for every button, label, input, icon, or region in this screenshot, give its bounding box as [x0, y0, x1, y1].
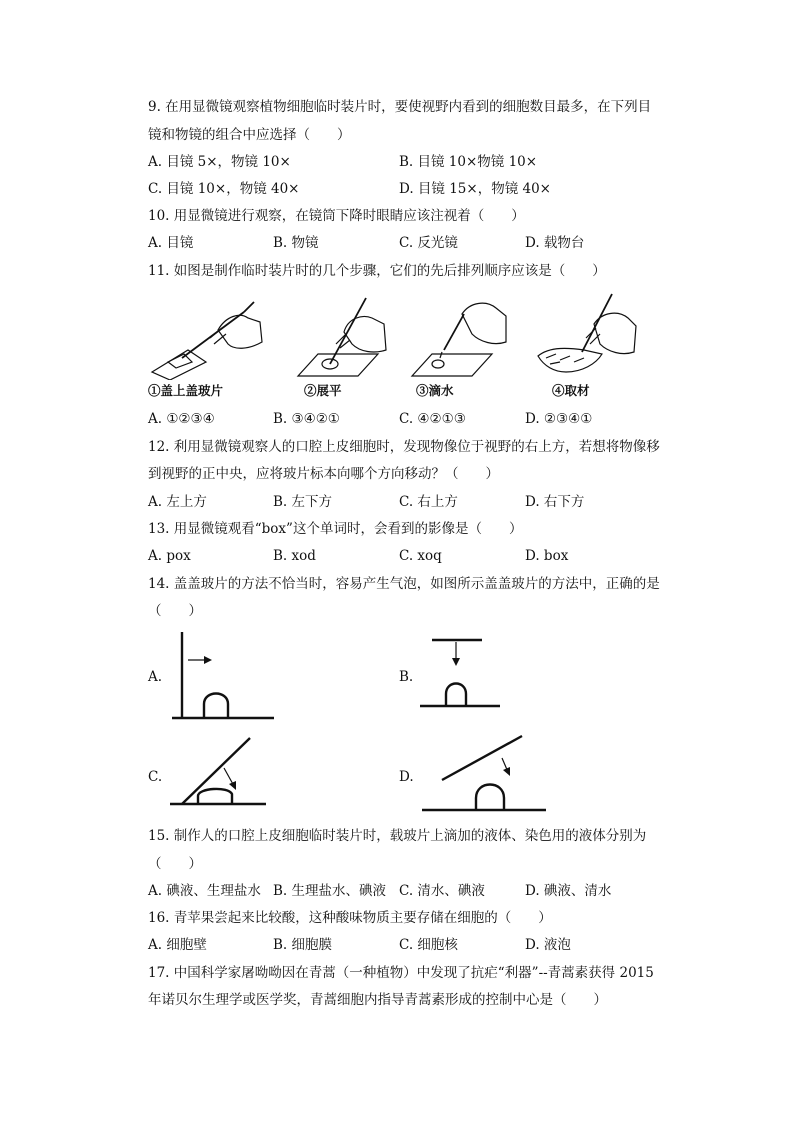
q14-diagram-b: [418, 634, 504, 714]
q10-stem: 10. 用显微镜进行观察，在镜筒下降时眼睛应该注视着（ ）: [148, 208, 525, 224]
q14-stem-line2: （ ）: [148, 603, 202, 619]
q11-figure-cover-slip: [148, 292, 268, 380]
q14-diagram-a: [170, 628, 280, 724]
q10-option-a: A. 目镜: [148, 235, 194, 251]
q13-option-b: B. xod: [273, 548, 316, 564]
q11-caption-2: ②展平: [304, 383, 342, 398]
q15-stem-line2: （ ）: [148, 856, 202, 872]
q9-option-c: C. 目镜 10×，物镜 40×: [148, 181, 300, 197]
q15-option-c: C. 清水、碘液: [399, 883, 485, 899]
q17-stem-line1: 17. 中国科学家屠呦呦因在青蒿（一种植物）中发现了抗疟“利器”--青蒿素获得 2015: [148, 965, 654, 981]
q9-option-b: B. 目镜 10×物镜 10×: [399, 154, 538, 170]
q11-option-a: A. ①②③④: [148, 411, 215, 427]
q16-stem: 16. 青苹果尝起来比较酸，这种酸味物质主要存储在细胞的（ ）: [148, 910, 552, 926]
q11-option-b: B. ③④②①: [273, 411, 340, 427]
q14-label-c: C.: [148, 769, 163, 785]
q10-option-c: C. 反光镜: [399, 235, 458, 251]
q12-option-a: A. 左上方: [148, 494, 207, 510]
q15-option-b: B. 生理盐水、碘液: [273, 883, 387, 899]
q16-option-c: C. 细胞核: [399, 937, 458, 953]
q16-option-a: A. 细胞壁: [148, 937, 207, 953]
q10-option-b: B. 物镜: [273, 235, 319, 251]
q14-stem-line1: 14. 盖盖玻片的方法不恰当时，容易产生气泡，如图所示盖盖玻片的方法中，正确的是: [148, 576, 660, 592]
q16-option-b: B. 细胞膜: [273, 937, 333, 953]
q11-stem: 11. 如图是制作临时装片时的几个步骤，它们的先后排列顺序应该是（ ）: [148, 263, 606, 279]
q9-option-d: D. 目镜 15×，物镜 40×: [399, 181, 551, 197]
q14-diagram-d: [418, 732, 552, 814]
q9-stem-line1: 9. 在用显微镜观察植物细胞临时装片时，要使视野内看到的细胞数目最多，在下列目: [148, 99, 652, 115]
q11-caption-4: ④取材: [552, 383, 590, 398]
q10-option-d: D. 载物台: [525, 235, 585, 251]
q14-diagram-c: [168, 734, 272, 810]
q11-caption-1: ①盖上盖玻片: [148, 383, 224, 398]
q11-figure-drop-water: [410, 292, 510, 380]
q11-caption-3: ③滴水: [416, 383, 454, 398]
q17-stem-line2: 年诺贝尔生理学或医学奖，青蒿细胞内指导青蒿素形成的控制中心是（ ）: [148, 992, 607, 1008]
q11-figure-spread: [296, 292, 396, 380]
q15-option-d: D. 碘液、清水: [525, 883, 612, 899]
q12-option-b: B. 左下方: [273, 494, 333, 510]
q14-label-b: B.: [399, 669, 414, 685]
q14-label-a: A.: [148, 669, 163, 685]
q12-option-c: C. 右上方: [399, 494, 458, 510]
q13-option-a: A. pox: [148, 548, 191, 564]
q16-option-d: D. 液泡: [525, 937, 571, 953]
q15-stem-line1: 15. 制作人的口腔上皮细胞临时装片时，载玻片上滴加的液体、染色用的液体分别为: [148, 828, 647, 844]
q12-stem-line2: 到视野的正中央，应将玻片标本向哪个方向移动？（ ）: [148, 466, 499, 482]
q14-label-d: D.: [399, 769, 414, 785]
q11-option-c: C. ④②①③: [399, 411, 466, 427]
q13-option-d: D. box: [525, 548, 569, 564]
q13-stem: 13. 用显微镜观看“box”这个单词时，会看到的影像是（ ）: [148, 521, 523, 537]
q9-stem-line2: 镜和物镜的组合中应选择（ ）: [148, 127, 351, 143]
q12-option-d: D. 右下方: [525, 494, 585, 510]
q9-option-a: A. 目镜 5×，物镜 10×: [148, 154, 291, 170]
q11-figure-take-material: [530, 290, 640, 380]
q15-option-a: A. 碘液、生理盐水: [148, 883, 261, 899]
q11-option-d: D. ②③④①: [525, 411, 593, 427]
q13-option-c: C. xoq: [399, 548, 442, 564]
q12-stem-line1: 12. 利用显微镜观察人的口腔上皮细胞时，发现物像位于视野的右上方，若想将物像移: [148, 439, 660, 455]
